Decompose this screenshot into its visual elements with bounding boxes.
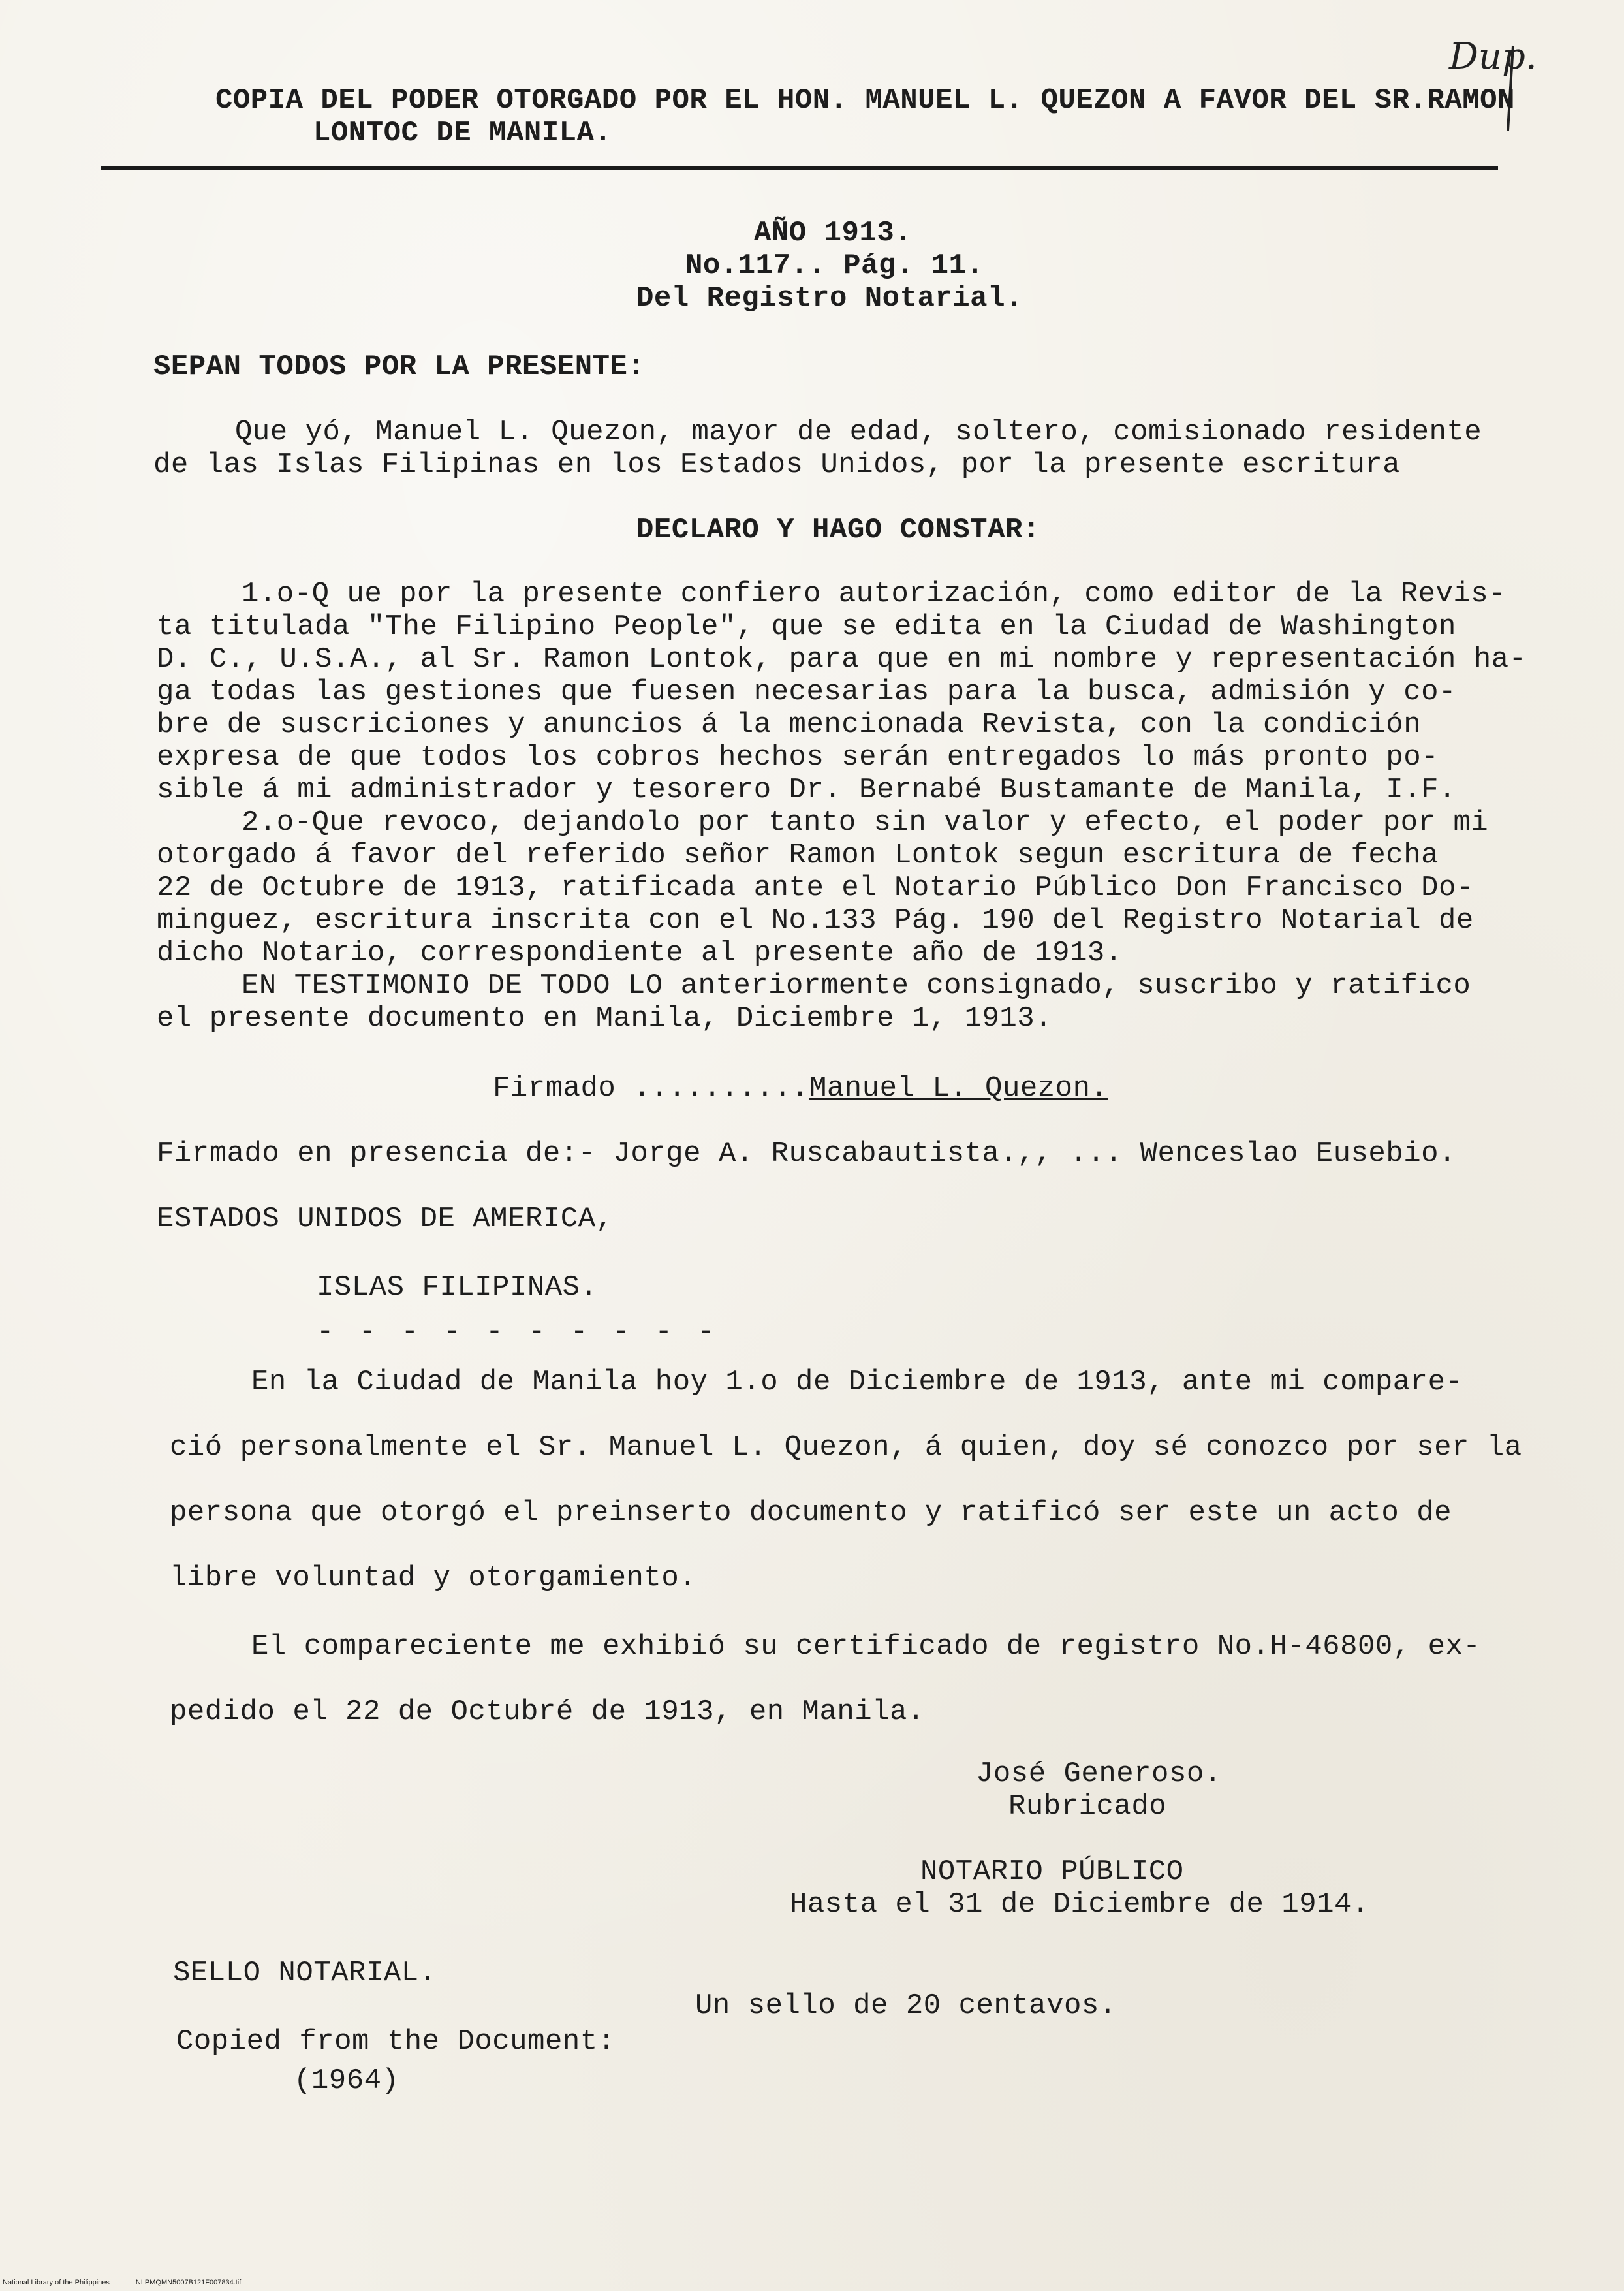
witnesses-line: Firmado en presencia de:- Jorge A. Ruscabautista.,, ... Wenceslao Eusebio.	[157, 1137, 1456, 1170]
intro-heading: SEPAN TODOS POR LA PRESENTE:	[153, 351, 646, 383]
notary-title: NOTARIO PÚBLICO	[920, 1856, 1184, 1888]
jurisdiction-region: ISLAS FILIPINAS.	[317, 1271, 598, 1304]
para2-line: expresa de que todos los cobros hechos serán entregados lo más pronto po-	[157, 741, 1439, 774]
para2-line: 2.o-Que revoco, dejandolo por tanto sin valor y efecto, el poder por mi	[242, 806, 1489, 839]
para4-line: pedido el 22 de Octubré de 1913, en Manila.	[170, 1696, 925, 1728]
registry-number: No.117.. Pág. 11.	[685, 249, 984, 282]
seal-stamp: Un sello de 20 centavos.	[695, 1989, 1117, 2022]
para2-line: el presente documento en Manila, Diciembre 1, 1913.	[157, 1002, 1053, 1035]
registry-year: AÑO 1913.	[754, 217, 913, 249]
declaration-heading: DECLARO Y HAGO CONSTAR:	[636, 514, 1040, 546]
header-line-1: COPIA DEL PODER OTORGADO POR EL HON. MANUEL L. QUEZON A FAVOR DEL SR.RAMON	[215, 84, 1515, 117]
para2-line: ga todas las gestiones que fuesen necesarias para la busca, admisión y co-	[157, 676, 1456, 708]
para3-line: persona que otorgó el preinserto documento y ratificó ser este un acto de	[170, 1496, 1452, 1529]
copied-year: (1964)	[294, 2064, 399, 2097]
para3-line: ció personalmente el Sr. Manuel L. Quezon, á quien, doy sé conozco por ser la	[170, 1431, 1522, 1464]
para3-line: libre voluntad y otorgamiento.	[170, 1562, 697, 1594]
copied-note: Copied from the Document:	[176, 2025, 616, 2058]
para2-line: D. C., U.S.A., al Sr. Ramon Lontok, para que en mi nombre y representación ha-	[157, 643, 1527, 676]
notary-name: José Generoso.	[976, 1758, 1222, 1790]
header-rule	[101, 166, 1498, 170]
header-line-2: LONTOC DE MANILA.	[313, 117, 612, 150]
footer-file-id: NLPMQMN5007B121F007834.tif	[135, 2279, 242, 2286]
para2-line: bre de suscriciones y anuncios á la mencionada Revista, con la condición	[157, 708, 1422, 741]
para3-line: En la Ciudad de Manila hoy 1.o de Diciembre de 1913, ante mi compare-	[251, 1366, 1463, 1398]
para2-line: ta titulada "The Filipino People", que se edita en la Ciudad de Washington	[157, 610, 1456, 643]
svg-text:Dup.: Dup.	[1449, 35, 1537, 78]
para4-line: El compareciente me exhibió su certificado de registro No.H-46800, ex-	[251, 1630, 1481, 1663]
para2-line: EN TESTIMONIO DE TODO LO anteriormente consignado, suscribo y ratifico	[242, 970, 1471, 1002]
footer-library: National Library of the Philippines	[3, 2279, 110, 2286]
registry-book: Del Registro Notarial.	[636, 282, 1023, 315]
para1-line: de las Islas Filipinas en los Estados Unidos, por la presente escritura	[153, 449, 1401, 481]
seal-label: SELLO NOTARIAL.	[173, 1957, 437, 1989]
notary-term: Hasta el 31 de Diciembre de 1914.	[790, 1888, 1369, 1921]
para2-line: dicho Notario, correspondiente al presente año de 1913.	[157, 937, 1123, 970]
para2-line: minguez, escritura inscrita con el No.133 Pág. 190 del Registro Notarial de	[157, 904, 1474, 937]
jurisdiction-country: ESTADOS UNIDOS DE AMERICA,	[157, 1203, 614, 1235]
para1-line: Que yó, Manuel L. Quezon, mayor de edad, soltero, comisionado residente	[235, 416, 1482, 449]
para2-line: 22 de Octubre de 1913, ratificada ante el Notario Público Don Francisco Do-	[157, 872, 1474, 904]
notary-rubric: Rubricado	[1008, 1790, 1167, 1823]
signer-name: Manuel L. Quezon.	[809, 1072, 1108, 1105]
handwritten-note	[1443, 20, 1540, 137]
para2-line: otorgado á favor del referido señor Ramon Lontok segun escritura de fecha	[157, 839, 1439, 872]
jurisdiction-dashes: - - - - - - - - - -	[317, 1316, 719, 1348]
para2-line: sible á mi administrador y tesorero Dr. Bernabé Bustamante de Manila, I.F.	[157, 774, 1456, 806]
scan-footer	[3, 2279, 267, 2286]
signed-label: Firmado ..........	[493, 1072, 809, 1105]
para2-line: 1.o-Q ue por la presente confiero autorización, como editor de la Revis-	[242, 578, 1507, 610]
